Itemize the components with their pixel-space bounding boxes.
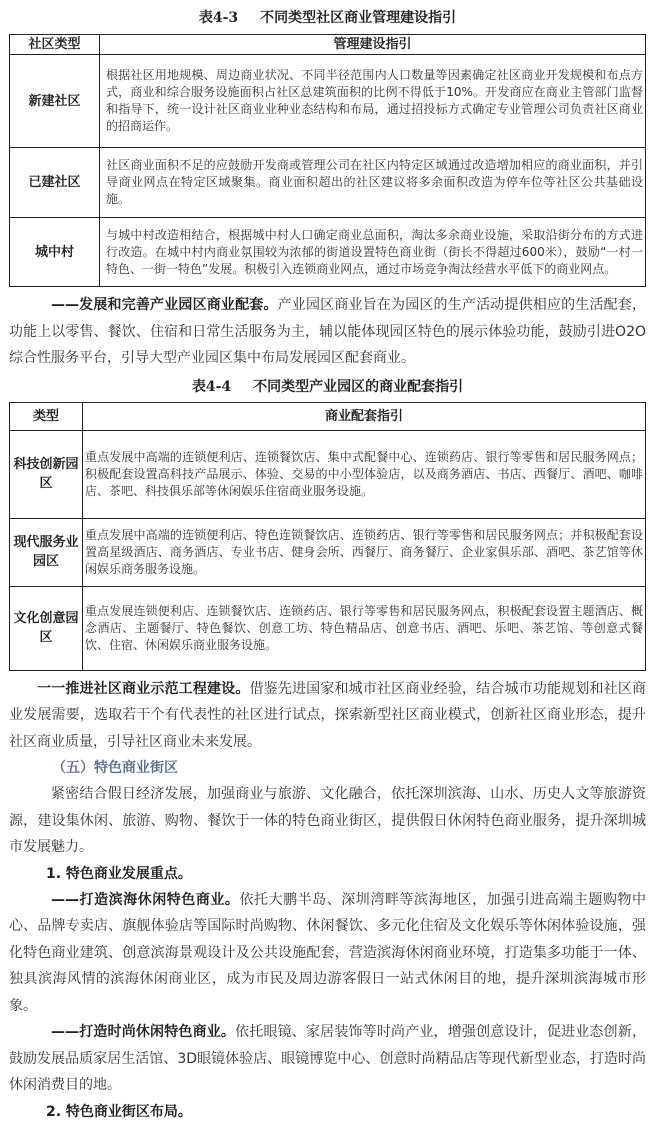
- desc-cell: 社区商业面积不足的应鼓励开发商或管理公司在社区内特定区域通过改造增加相应的商业面积，并引导商业网点在特定区域聚集。商业面积超出的社区建议将多余面积改造为停车位等社区公共基础设施。: [100, 148, 646, 218]
- paragraph: [0, 676, 655, 756]
- paragraph-lead: 一一推进社区商业示范工程建设。: [37, 680, 250, 697]
- paragraph-text: 依托眼镜、家居装饰等时尚产业，增强创意设计，促进业态创新，鼓励发展品质家居生活馆、3D眼镜体验店、眼镜博览中心、创意时尚精品店等现代新型业态，打造时尚休闲消费目的地。: [9, 1024, 647, 1093]
- type-cell: 新建社区: [10, 55, 100, 148]
- type-cell: 城中村: [10, 218, 100, 287]
- subheading: 2. 特色商业街区布局。: [46, 1103, 192, 1120]
- header-cell: 管理建设指引: [100, 35, 646, 55]
- header-cell: 商业配套指引: [83, 402, 646, 430]
- type-cell: 已建社区: [10, 148, 100, 218]
- table-row: [10, 55, 646, 148]
- caption-number: 表4-3: [198, 10, 239, 26]
- paragraph: [0, 887, 655, 1020]
- caption-title: 不同类型社区商业管理建设指引: [260, 10, 457, 26]
- table-caption: [0, 372, 655, 402]
- paragraph-text: 产业园区商业旨在为园区的生产活动提供相应的生活配套，功能上以零售、餐饮、住宿和日常生活服务为主，辅以能体现园区特色的展示体验功能，鼓励引进O2O综合性服务平台，引导大型产业园区集中布局发展园区配套商业。: [9, 297, 646, 366]
- table-row: [10, 148, 646, 218]
- desc-cell: 重点发展连锁便利店、连锁餐饮店、连锁药店、银行等零售和居民服务网点，积极配套设置主题酒店、概念酒店、主题餐厅、特色餐饮、创意工坊、特色精品店、创意书店、酒吧、乐吧、茶艺馆、等创意式餐饮、住宿、休闲娱乐商业服务设施。: [83, 586, 646, 670]
- header-cell: 社区类型: [10, 35, 100, 55]
- table-header-row: [10, 35, 646, 55]
- caption-number: 表4-4: [191, 378, 232, 395]
- park-guide-table: [9, 402, 646, 671]
- table-caption: [0, 8, 655, 28]
- paragraph-text: 依托大鹏半岛、深圳湾畔等滨海地区，加强引进高端主题购物中心、品牌专卖店、旗舰体验店等国际时尚购物、休闲餐饮、多元化住宿及文化娱乐等休闲体验设施，强化特色商业建筑、创意滨海景观设计及公共设施配套，营造滨海休闲商业环境，打造集多功能于一体、独具滨海风情的滨海休闲商业区，成为市民及周边游客假日一站式休闲目的地，提升深圳滨海城市形象。: [9, 891, 647, 1014]
- table-header-row: [10, 402, 646, 430]
- section-heading: （五）特色商业街区: [52, 760, 178, 776]
- type-cell: 科技创新园区: [10, 430, 83, 518]
- desc-cell: 重点发展中高端的连锁便利店、特色连锁餐饮店、连锁药店、银行等零售和居民服务网点；并积极配套设置高星级酒店、商务酒店、专业书店、健身会所、西餐厅、商务餐厅、企业家俱乐部、酒吧、茶艺馆等休闲娱乐商务服务设施。: [83, 518, 646, 586]
- paragraph: 紧密结合假日经济发展，加强商业与旅游、文化融合，依托深圳滨海、山水、历史人文等旅游资源，建设集休闲、旅游、购物、餐饮于一体的特色商业街区，提供假日休闲特色商业服务，提升深圳城市发展魅力。: [9, 786, 646, 855]
- paragraph-lead: ——打造滨海休闲特色商业。: [51, 891, 240, 908]
- subheading: 1. 特色商业发展重点。: [46, 865, 192, 882]
- table-row: [10, 586, 646, 670]
- caption-title: 不同类型产业园区的商业配套指引: [253, 378, 464, 395]
- type-cell: 现代服务业园区: [10, 518, 83, 586]
- type-cell: 文化创意园区: [10, 586, 83, 670]
- table-row: [10, 218, 646, 287]
- paragraph-lead: ——发展和完善产业园区商业配套。: [51, 297, 278, 313]
- paragraph-lead: ——打造时尚休闲特色商业。: [51, 1024, 236, 1040]
- table-row: [10, 518, 646, 586]
- paragraph-text: 借鉴先进国家和城市社区商业经验，结合城市功能规划和社区商业发展需要，选取若干个有代表性的社区进行试点，探索新型社区商业模式，创新社区商业形态，提升社区商业质量，引导社区商业未来发展。: [9, 680, 646, 750]
- paragraph: [0, 292, 655, 372]
- desc-cell: 与城中村改造相结合，根据城中村人口确定商业总面积，淘汰多余商业设施，采取沿街分布的方式进行改造。在城中村内商业氛围较为浓郁的街道设置特色商业街（街长不得超过600米），鼓励“一村一特色、一街一特色”发展。积极引入连锁商业网点，通过市场竞争淘汰经营水平低下的商业网点。: [100, 218, 646, 287]
- header-cell: 类型: [10, 402, 83, 430]
- desc-cell: 根据社区用地规模、周边商业状况、不同半径范围内人口数量等因素确定社区商业开发规模和布点方式，商业和综合服务设施面积占社区总建筑面积的比例不得低于10%。开发商应在商业主管部门监督和指导下，统一设计社区商业业种业态结构和布局，通过招投标方式确定专业管理公司负责社区商业的招商运作。: [100, 55, 646, 148]
- desc-cell: 重点发展中高端的连锁便利店、连锁餐饮店、集中式配餐中心、连锁药店、银行等零售和居民服务网点；积极配套设置高科技产品展示、体验、交易的中小型体验店，以及商务酒店、书店、西餐厅、酒吧、咖啡店、茶吧、科技俱乐部等休闲娱乐住宿商业服务设施。: [83, 430, 646, 518]
- community-guide-table: [9, 34, 646, 287]
- paragraph: [0, 1019, 655, 1099]
- table-row: [10, 430, 646, 518]
